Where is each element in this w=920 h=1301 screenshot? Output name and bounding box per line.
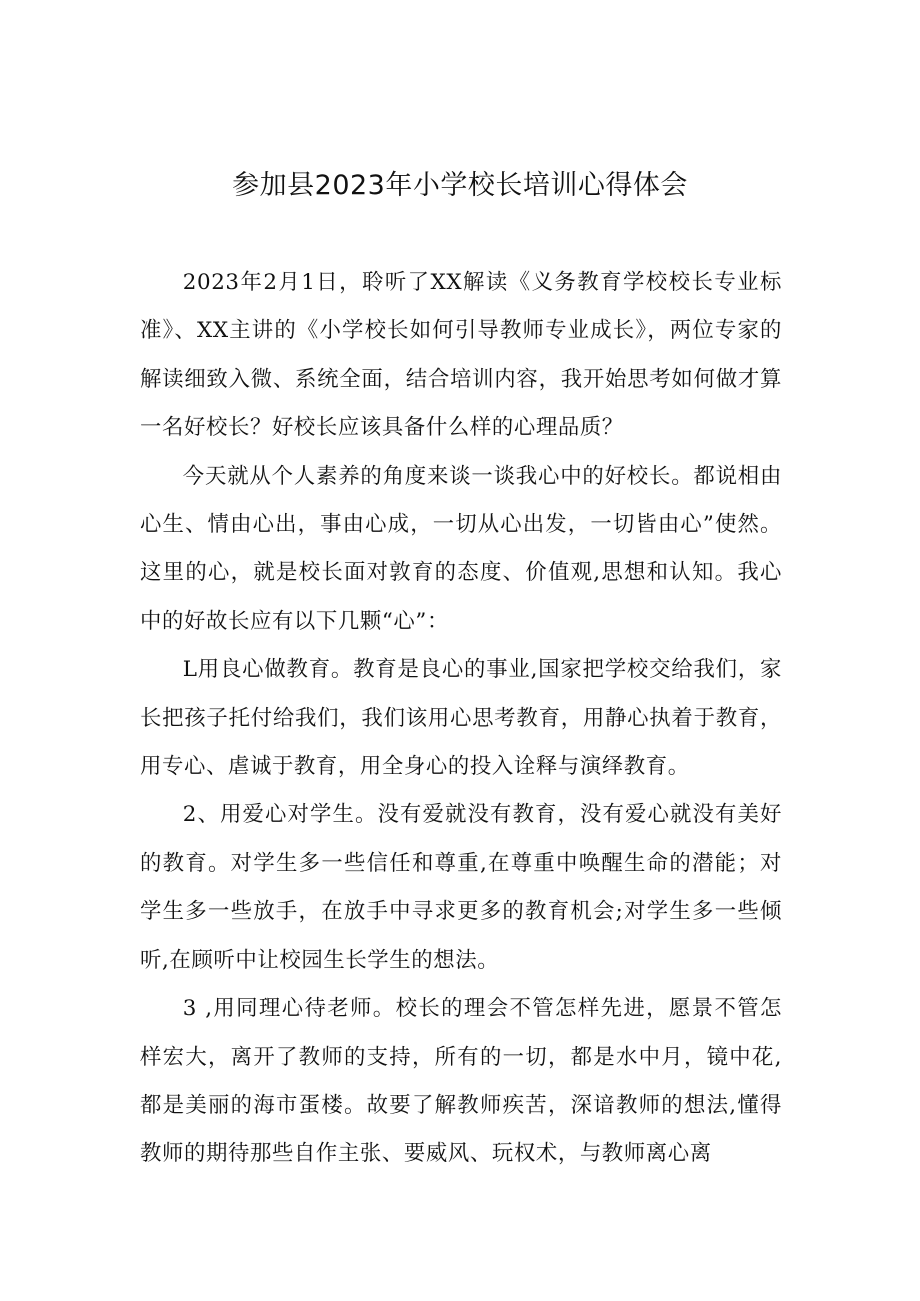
- document-body: [140, 259, 782, 1179]
- paragraph: L用良心做教育。教育是良心的事业,国家把学校交给我们，家长把孩子托付给我们，我们该用心思考教育，用静心执着于教育，用专心、虐诚于教育，用全身心的投入诠释与演绎教育。: [140, 657, 782, 780]
- document-title: 参加县2023年小学校长培训心得体会: [232, 170, 688, 201]
- paragraph: 2023年2月1日，聆听了XX解读《义务教育学校校长专业标准》、XX主讲的《小学校长如何引导教师专业成长》，两位专家的解读细致入微、系统全面，结合培训内容，我开始思考如何做才算一名好校长？好校长应该具备什么样的心理品质？: [140, 270, 782, 441]
- paragraph: 2、用爱心对学生。没有爱就没有教育，没有爱心就没有美好的教育。对学生多一些信任和尊重,在尊重中唤醒生命的潜能；对学生多一些放手，在放手中寻求更多的教育机会;对学生多一些倾听,在顾听中让校园生长学生的想法。: [140, 802, 782, 973]
- paragraph: 3 ,用同理心待老师。校长的理会不管怎样先进，愿景不管怎样宏大，离开了教师的支持，所有的一切，都是水中月，镜中花,都是美丽的海市蛋楼。故要了解教师疾苦，深谙教师的想法,懂得教师的期待那些自作主张、要威风、玩权术，与教师离心离: [140, 996, 782, 1167]
- paragraph: 今天就从个人素养的角度来谈一谈我心中的好校长。都说相由心生、情由心出，事由心成，一切从心出发，一切皆由心”使然。这里的心，就是校长面对敦育的态度、价值观,思想和认知。我心中的好故长应有以下几颗“心”：: [140, 463, 782, 634]
